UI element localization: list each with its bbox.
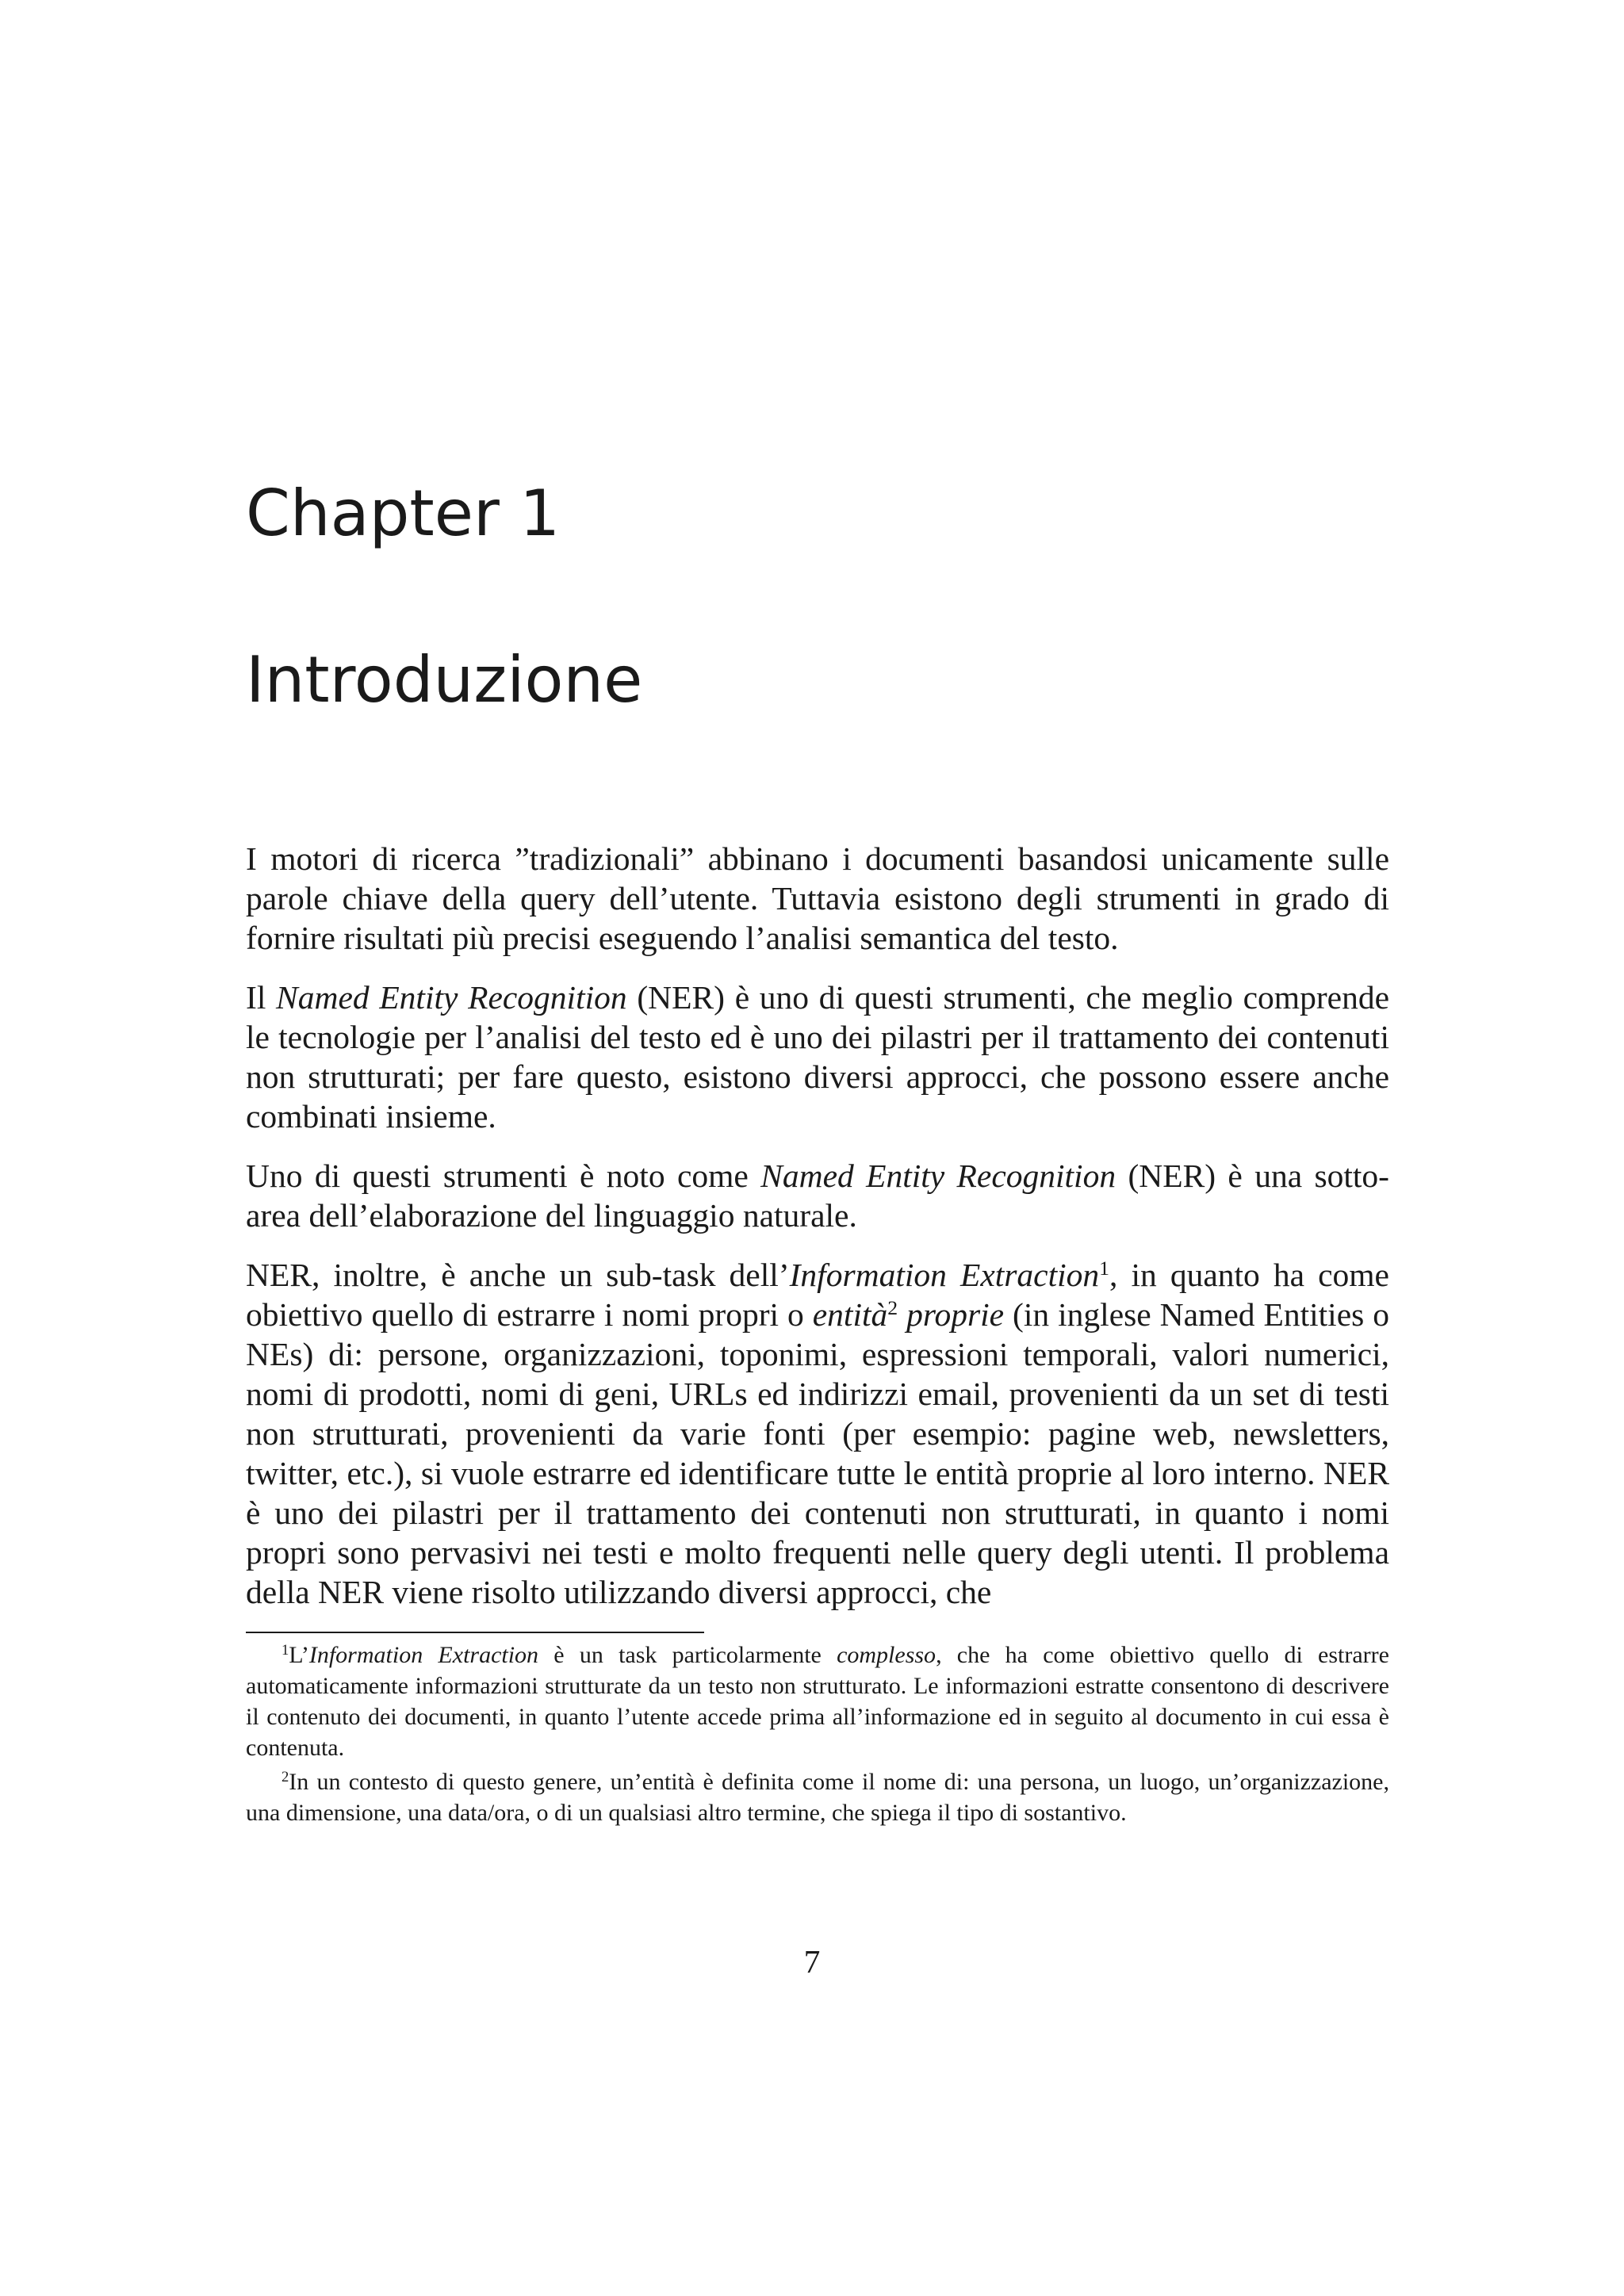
footnote-1: [246, 1640, 1389, 1763]
footnote-1-emphasis-2: complesso: [837, 1642, 936, 1668]
footnote-2-text: In un contesto di questo genere, un’entità è definita come il nome di: una persona, un luogo, un’organizzazione, una dimensione, una data/ora, o di un qualsiasi altro termine, che spiega il tipo di sostantivo.: [246, 1769, 1389, 1826]
paragraph-3-pre: Uno di questi strumenti è noto come: [246, 1158, 761, 1194]
paragraph-3-emphasis: Named Entity Recognition: [760, 1158, 1116, 1194]
footnote-2: [246, 1766, 1389, 1828]
paragraph-2-emphasis: Named Entity Recognition: [276, 979, 627, 1016]
footnote-2-mark: 2: [282, 1768, 289, 1785]
footnote-ref-1[interactable]: 1: [1099, 1256, 1110, 1280]
footnote-divider: [246, 1632, 704, 1633]
page-number: 7: [803, 1943, 821, 1980]
paragraph-1: I motori di ricerca ”tradizionali” abbinano i documenti basandosi unicamente sulle parole chiave della query dell’utente. Tuttavia esistono degli strumenti in grado di fornire risultati più precisi eseguendo l’analisi semantica del testo.: [246, 840, 1389, 956]
footnotes: [246, 1640, 1389, 1831]
paragraph-3: [246, 1156, 1389, 1235]
footnote-ref-2[interactable]: 2: [887, 1295, 898, 1319]
paragraph-2: [246, 978, 1389, 1136]
paragraph-4-pre: NER, inoltre, è anche un sub-task dell’: [246, 1257, 790, 1293]
footnote-1-post: , che ha come obiettivo quello di estrarre automaticamente informazioni strutturate da un testo non strutturato. Le informazioni estratte consentono di descrivere il contenuto dei documenti, in quanto l’utente accede prima all’informazione ed in seguito al documento in cui essa è contenuta.: [246, 1642, 1389, 1761]
paragraph-4-emphasis-1: Information Extraction: [789, 1257, 1100, 1293]
paragraph-4-emphasis-2: entità: [812, 1296, 888, 1333]
chapter-label: Chapter 1: [246, 476, 561, 550]
paragraph-4-post: (in inglese Named Entities o NEs) di: persone, organizzazioni, toponimi, espressioni temporali, valori numerici, nomi di prodotti, nomi di geni, URLs ed indirizzi email, provenienti da un set di testi non strutturati, provenienti da varie fonti (per esempio: pagine web, newsletters, twitter, etc.), si vuole estrarre ed identificare tutte le entità proprie al loro interno. NER è uno dei pilastri per il trattamento dei contenuti non strutturati, in quanto i nomi propri sono pervasivi nei testi e molto frequenti nelle query degli utenti. Il problema della NER viene risolto utilizzando diversi approcci, che: [246, 1296, 1389, 1610]
paragraph-4-mid: , in quanto ha come obiettivo quello di estrarre i nomi propri o: [246, 1257, 1389, 1333]
footnote-1-mark: 1: [282, 1641, 289, 1659]
paragraph-3-post: (NER) è una sotto-area dell’elaborazione del linguaggio naturale.: [246, 1158, 1390, 1234]
paragraph-4: [246, 1255, 1389, 1612]
paragraph-2-post: (NER) è uno di questi strumenti, che meglio comprende le tecnologie per l’analisi del testo ed è uno dei pilastri per il trattamento dei contenuti non strutturati; per fare questo, esistono diversi approcci, che possono essere anche combinati insieme.: [246, 979, 1389, 1135]
body-text: [246, 839, 1389, 1632]
footnote-1-mid: è un task particolarmente: [538, 1642, 837, 1668]
chapter-title: Introduzione: [246, 643, 643, 717]
footnote-1-pre: L’: [289, 1642, 309, 1668]
paragraph-4-emphasis-3: proprie: [898, 1296, 1005, 1333]
paragraph-2-pre: Il: [246, 979, 277, 1016]
footnote-1-emphasis-1: Information Extraction: [308, 1642, 539, 1668]
